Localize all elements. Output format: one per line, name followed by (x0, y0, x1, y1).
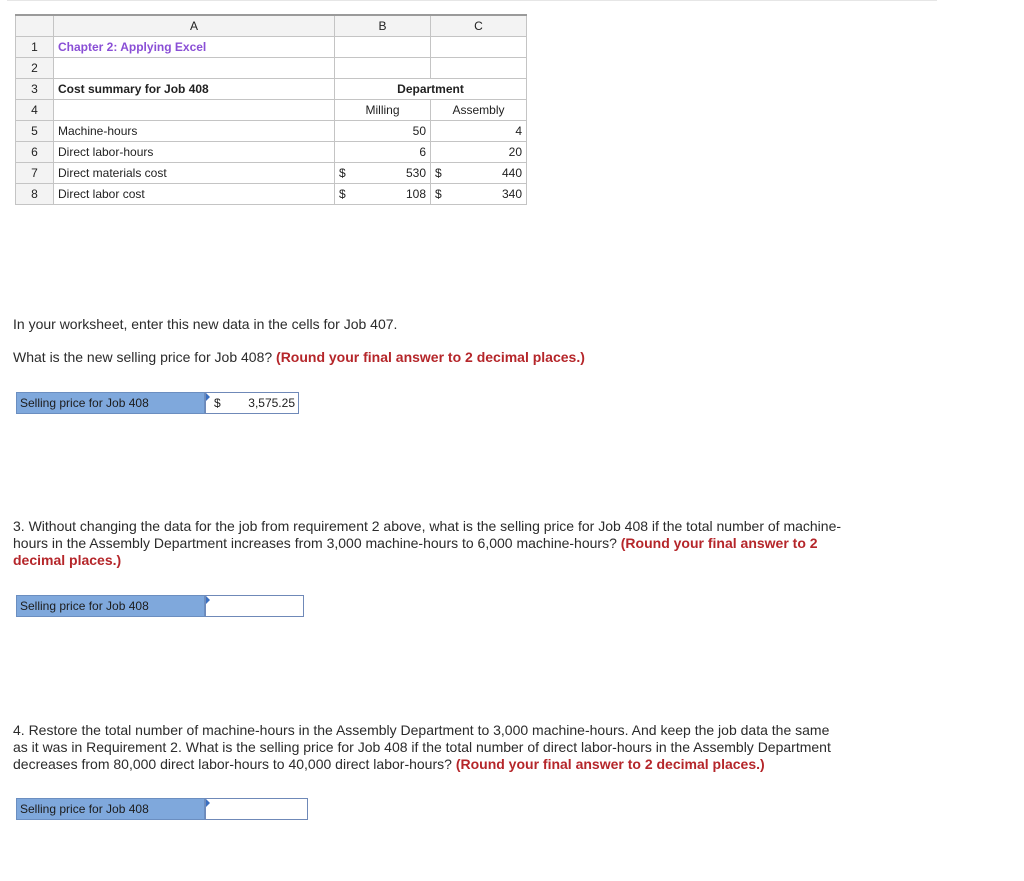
row-label: Direct materials cost (54, 162, 335, 183)
milling-value: 50 (335, 120, 431, 141)
answer-label: Selling price for Job 408 (16, 392, 205, 414)
currency-symbol: $ (435, 186, 442, 201)
cell-a2 (54, 57, 335, 78)
question-line: as it was in Requirement 2. What is the selling price for Job 408 if the total number of direct labor-hours in the Assembly Department (13, 739, 831, 755)
currency-symbol: $ (435, 165, 442, 180)
sheet-row-7 (16, 162, 527, 183)
row-label: Direct labor cost (54, 183, 335, 204)
amount: 440 (501, 165, 522, 180)
selling-price-input[interactable] (205, 392, 299, 414)
excel-spreadsheet (15, 14, 527, 205)
question-line: 3. Without changing the data for the job from requirement 2 above, what is the selling price for Job 408 if the total number of machine- (13, 518, 842, 534)
answer-label: Selling price for Job 408 (16, 595, 205, 617)
assembly-header: Assembly (431, 99, 527, 120)
currency-symbol: $ (214, 396, 221, 410)
milling-value (335, 183, 431, 204)
sheet-row-2 (16, 57, 527, 78)
selling-price-input[interactable] (205, 798, 308, 820)
answer-value: 3,575.25 (248, 396, 295, 410)
milling-value: 6 (335, 141, 431, 162)
department-heading: Department (335, 78, 527, 99)
selling-price-input[interactable] (205, 595, 304, 617)
question-text: What is the new selling price for Job 408? (13, 349, 273, 365)
rounding-note: (Round your final answer to 2 (620, 535, 818, 551)
currency-symbol: $ (339, 186, 346, 201)
rounding-note: decimal places.) (13, 552, 122, 568)
cell-a4 (54, 99, 335, 120)
cell-c2 (431, 57, 527, 78)
column-header-b: B (335, 15, 431, 36)
cell-b2 (335, 57, 431, 78)
column-header-a: A (54, 15, 335, 36)
milling-value (335, 162, 431, 183)
row-number: 5 (16, 120, 54, 141)
assembly-value: 4 (431, 120, 527, 141)
sheet-title-cell: Chapter 2: Applying Excel (54, 36, 335, 57)
sheet-row-8 (16, 183, 527, 204)
req3-answer-row (16, 595, 304, 617)
row-number: 2 (16, 57, 54, 78)
sheet-row-3 (16, 78, 527, 99)
assembly-value (431, 183, 527, 204)
row-number: 6 (16, 141, 54, 162)
amount: 108 (405, 186, 426, 201)
answer-label: Selling price for Job 408 (16, 798, 205, 820)
row-number: 8 (16, 183, 54, 204)
question-line: 4. Restore the total number of machine-hours in the Assembly Department to 3,000 machine-hours. And keep the job data the same (13, 722, 830, 738)
assembly-value (431, 162, 527, 183)
req3-question (13, 518, 841, 569)
top-divider (7, 0, 937, 1)
amount: 530 (405, 165, 426, 180)
sheet-row-5 (16, 120, 527, 141)
cell-b1 (335, 36, 431, 57)
question-line: hours in the Assembly Department increases from 3,000 machine-hours to 6,000 machine-hours? (Round your final answer to 2 (13, 535, 818, 551)
req2-instruction: In your worksheet, enter this new data in the cells for Job 407. (13, 316, 398, 332)
corner-cell (16, 15, 54, 36)
cost-summary-heading: Cost summary for Job 408 (54, 78, 335, 99)
sheet-row-4 (16, 99, 527, 120)
column-header-c: C (431, 15, 527, 36)
row-number: 1 (16, 36, 54, 57)
req4-question (13, 722, 831, 773)
row-number: 4 (16, 99, 54, 120)
rounding-note: (Round your final answer to 2 decimal places.) (455, 756, 765, 772)
rounding-note: (Round your final answer to 2 decimal places.) (276, 349, 585, 365)
req2-question (13, 349, 585, 366)
row-label: Machine-hours (54, 120, 335, 141)
req2-answer-row (16, 392, 299, 414)
sheet-row-1 (16, 36, 527, 57)
row-label: Direct labor-hours (54, 141, 335, 162)
column-header-row (16, 15, 527, 36)
row-number: 7 (16, 162, 54, 183)
sheet-row-6 (16, 141, 527, 162)
row-number: 3 (16, 78, 54, 99)
milling-header: Milling (335, 99, 431, 120)
cell-c1 (431, 36, 527, 57)
amount: 340 (501, 186, 522, 201)
question-line: decreases from 80,000 direct labor-hours to 40,000 direct labor-hours? (Round your final answer to 2 decimal places.) (13, 756, 765, 772)
req4-answer-row (16, 798, 308, 820)
assembly-value: 20 (431, 141, 527, 162)
currency-symbol: $ (339, 165, 346, 180)
